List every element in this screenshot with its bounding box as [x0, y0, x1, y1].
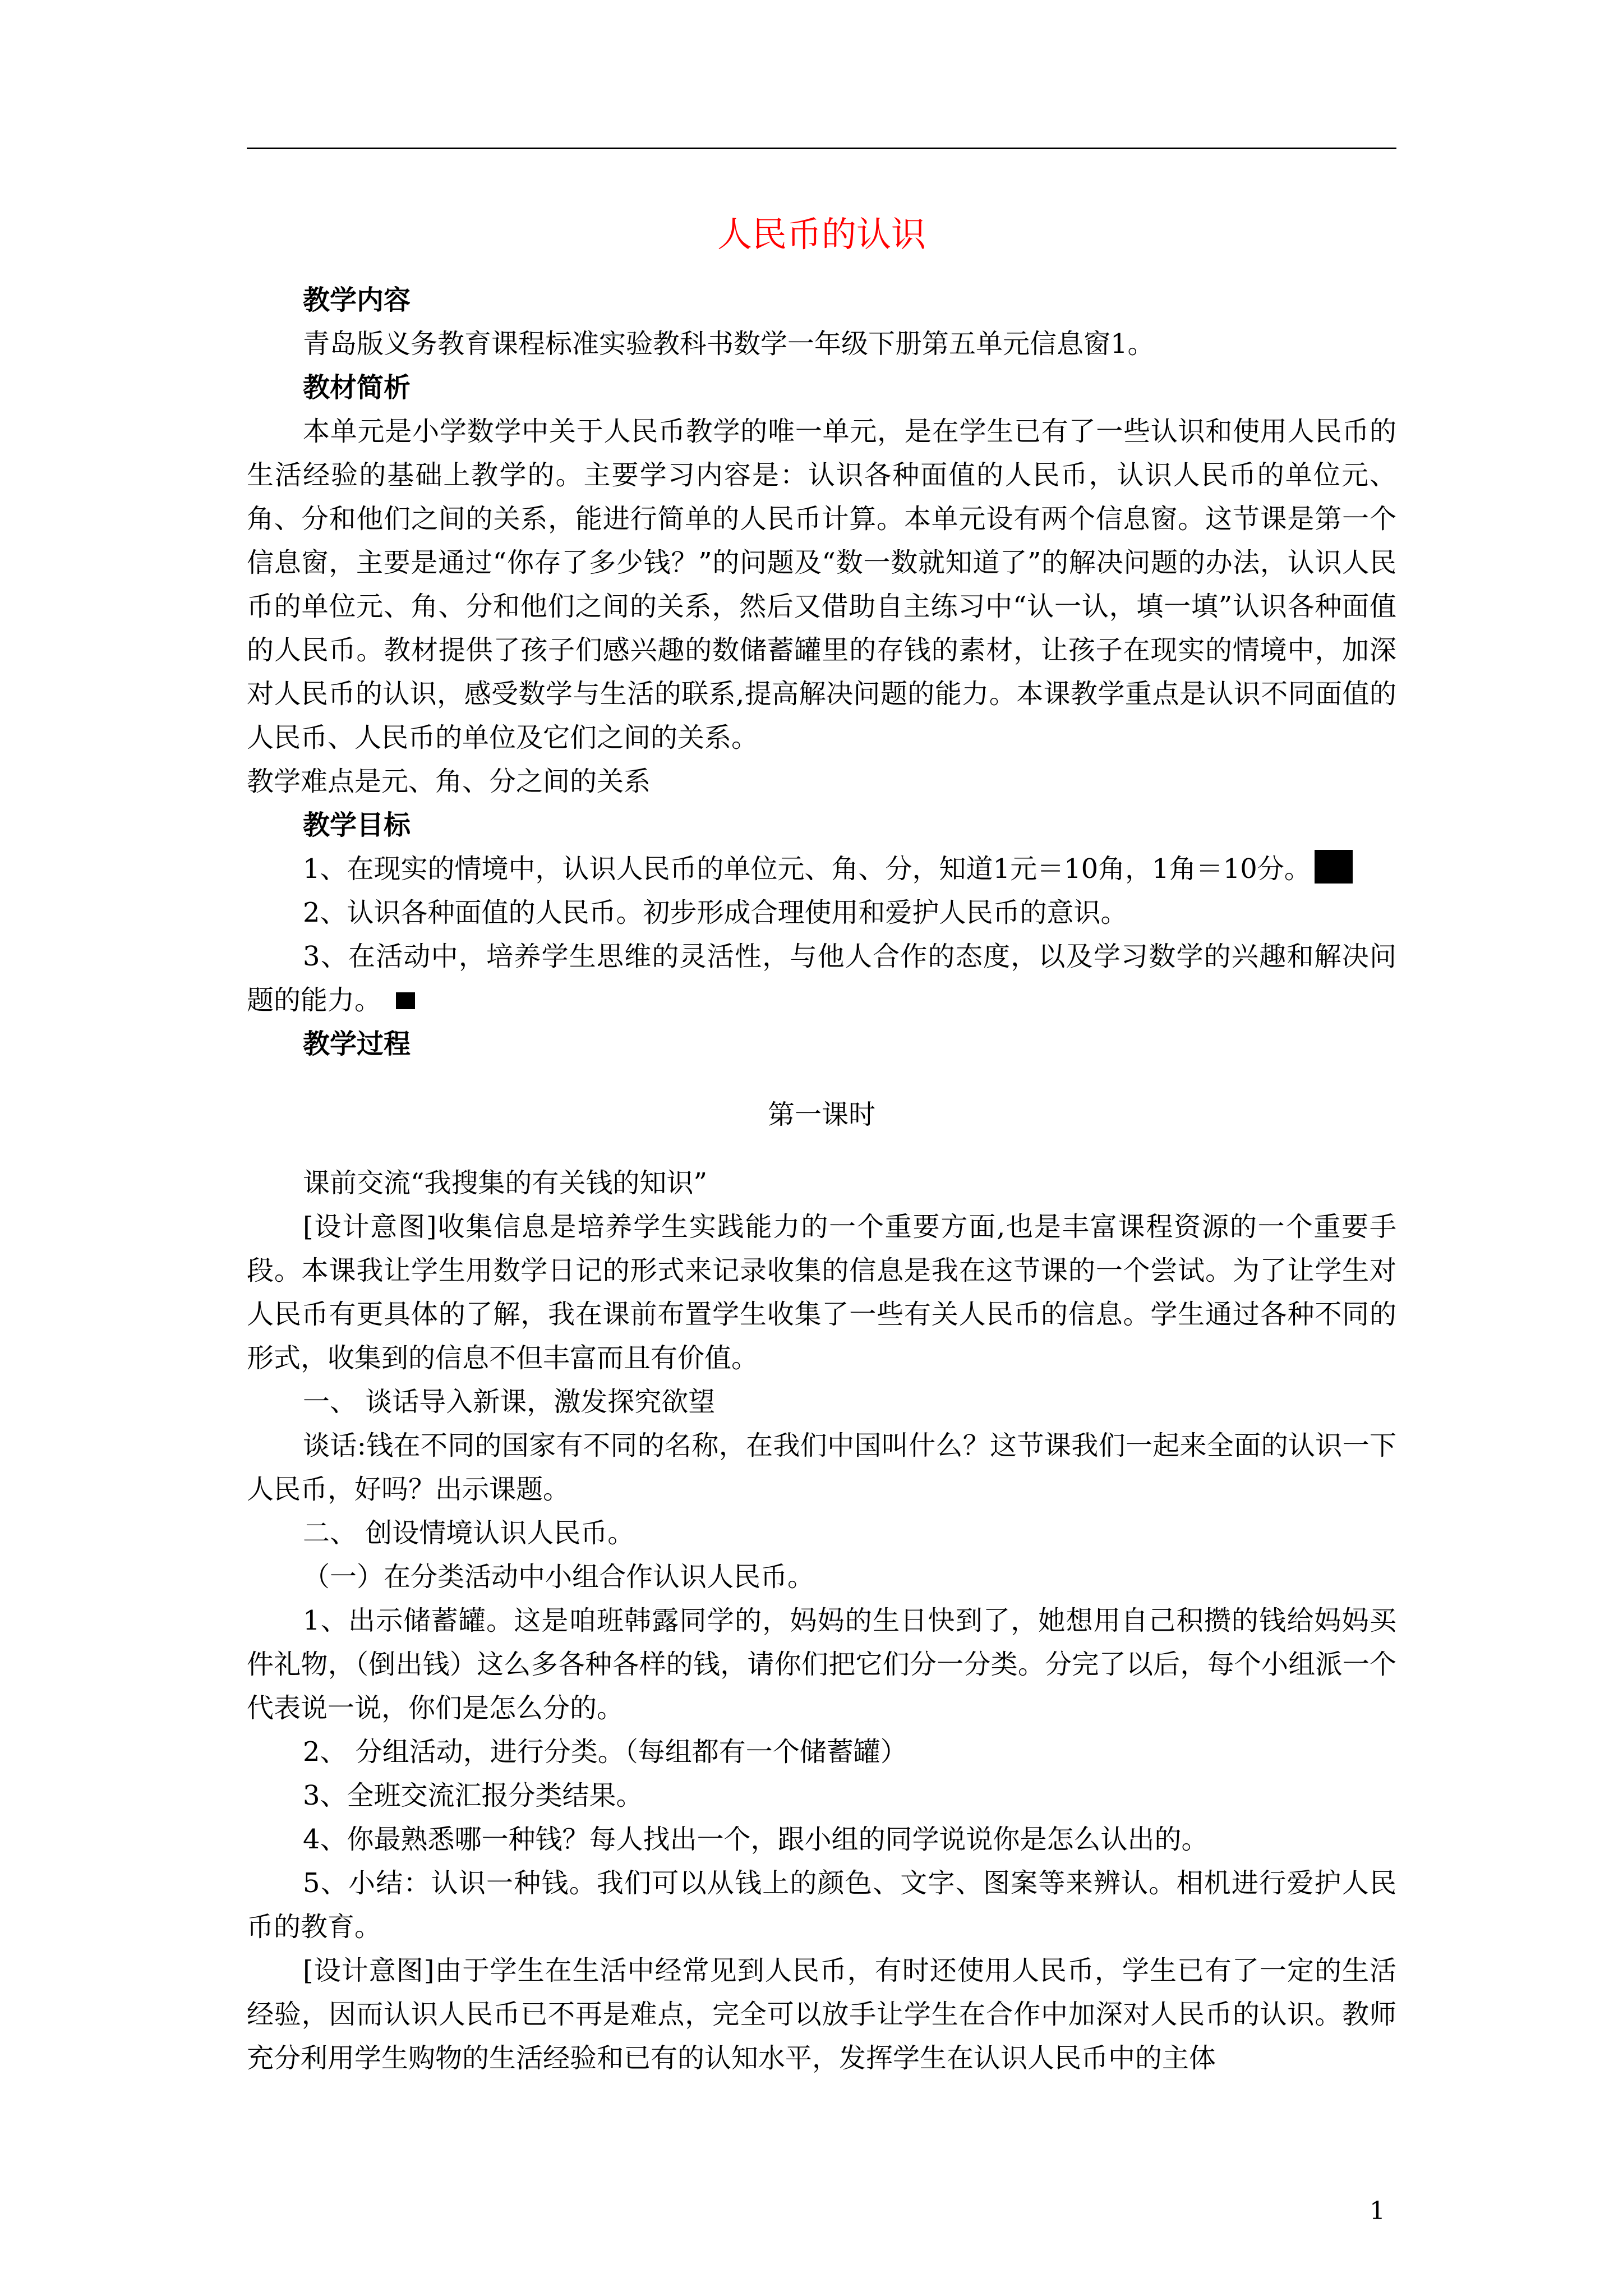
- goal-item-text: 1、在现实的情境中，认识人民币的单位元、角、分，知道1元＝10角，1角＝10分。: [303, 853, 1311, 885]
- header-rule: [247, 148, 1396, 149]
- paragraph: 2、 分组活动，进行分类。（每组都有一个储蓄罐）: [303, 1736, 907, 1768]
- goal-item-text: 3、在活动中，培养学生思维的灵活性，与他人合作的态度，以及学习数学的兴趣和解决问题的能力。: [247, 941, 1396, 1016]
- black-square-mark: [396, 992, 415, 1009]
- heading-material-analysis: 教材简析: [303, 372, 411, 403]
- paragraph: 青岛版义务教育课程标准实验教科书数学一年级下册第五单元信息窗1。: [303, 328, 1155, 360]
- paragraph: [设计意图]收集信息是培养学生实践能力的一个重要方面,也是丰富课程资源的一个重要手段。本课我让学生用数学日记的形式来记录收集的信息是我在这节课的一个尝试。为了让学生对人民币有更具体的了解，我在课前布置学生收集了一些有关人民币的信息。学生通过各种不同的形式，收集到的信息不但丰富而且有价值。: [247, 1211, 1396, 1374]
- document-body: [247, 278, 1396, 2080]
- heading-teaching-content: 教学内容: [303, 284, 411, 316]
- paragraph: 3、全班交流汇报分类结果。: [303, 1780, 643, 1811]
- goal-item: [247, 935, 1396, 1022]
- section-heading: 一、 谈话导入新课，激发探究欲望: [303, 1386, 716, 1418]
- goal-item: [247, 847, 1396, 891]
- paragraph: 本单元是小学数学中关于人民币教学的唯一单元，是在学生已有了一些认识和使用人民币的生活经验的基础上教学的。主要学习内容是：认识各种面值的人民币，认识人民币的单位元、角、分和他们之间的关系，能进行简单的人民币计算。本单元设有两个信息窗。这节课是第一个信息窗，主要是通过“你存了多少钱？”的问题及“数一数就知道了”的解决问题的办法，认识人民币的单位元、角、分和他们之间的关系，然后又借助自主练习中“认一认，填一填”认识各种面值的人民币。教材提供了孩子们感兴趣的数储蓄罐里的存钱的素材，让孩子在现实的情境中，加深对人民币的认识，感受数学与生活的联系,提高解决问题的能力。本课教学重点是认识不同面值的人民币、人民币的单位及它们之间的关系。: [247, 416, 1396, 753]
- heading-teaching-goals: 教学目标: [303, 809, 411, 841]
- black-square-mark: [1315, 850, 1353, 884]
- goal-item: 2、认识各种面值的人民币。初步形成合理使用和爱护人民币的意识。: [303, 897, 1128, 928]
- document-page: [247, 0, 1396, 2296]
- paragraph: 课前交流“我搜集的有关钱的知识”: [303, 1167, 708, 1199]
- lesson-heading: 第一课时: [767, 1099, 875, 1130]
- paragraph: 教学难点是元、角、分之间的关系: [247, 766, 651, 797]
- paragraph: [设计意图]由于学生在生活中经常见到人民币，有时还使用人民币，学生已有了一定的生活经验，因而认识人民币已不再是难点，完全可以放手让学生在合作中加深对人民币的认识。教师充分利用学生购物的生活经验和已有的认知水平，发挥学生在认识人民币中的主体: [247, 1955, 1396, 2074]
- paragraph: 1、出示储蓄罐。这是咱班韩露同学的，妈妈的生日快到了，她想用自己积攒的钱给妈妈买件礼物，（倒出钱）这么多各种各样的钱，请你们把它们分一分类。分完了以后，每个小组派一个代表说一说，你们是怎么分的。: [247, 1605, 1396, 1724]
- heading-teaching-process: 教学过程: [303, 1028, 411, 1060]
- document-title: 人民币的认识: [717, 214, 926, 255]
- paragraph: 5、小结：认识一种钱。我们可以从钱上的颜色、文字、图案等来辨认。相机进行爱护人民币的教育。: [247, 1867, 1396, 1943]
- paragraph: 4、你最熟悉哪一种钱？每人找出一个，跟小组的同学说说你是怎么认出的。: [303, 1824, 1209, 1855]
- paragraph: 谈话:钱在不同的国家有不同的名称，在我们中国叫什么？这节课我们一起来全面的认识一下人民币，好吗？出示课题。: [247, 1430, 1396, 1505]
- subsection-heading: （一）在分类活动中小组合作认识人民币。: [303, 1561, 815, 1593]
- page-number: 1: [1370, 2197, 1385, 2225]
- section-heading: 二、 创设情境认识人民币。: [303, 1517, 635, 1549]
